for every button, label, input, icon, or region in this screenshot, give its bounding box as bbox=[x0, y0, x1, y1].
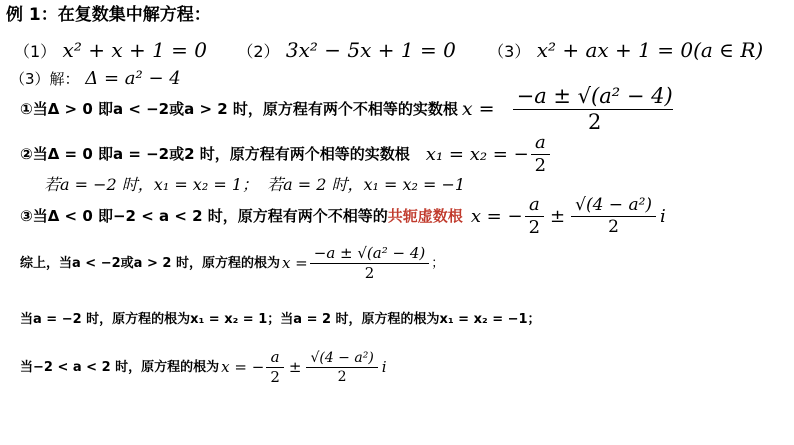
summary-line-2: 当a = −2 时，原方程的根为x₁ = x₂ = 1；当a = 2 时，原方程的根为x₁ = x₂ = −1； bbox=[20, 312, 541, 327]
case-3-fraction-a bbox=[525, 196, 544, 237]
case-3-frac-b-numerator: √(4 − a²) bbox=[575, 195, 653, 215]
case-1-denominator: 2 bbox=[587, 110, 602, 134]
case-3-text: ③当Δ < 0 即−2 < a < 2 时，原方程有两个不相等的 bbox=[20, 207, 388, 225]
summary-1-numerator: −a ± √(a² − 4) bbox=[313, 244, 426, 262]
summary-line-3 bbox=[20, 350, 387, 385]
plus-minus: ± bbox=[550, 205, 566, 227]
case-2-subcase-b: 若a = 2 时，x₁ = x₂ = −1 bbox=[267, 175, 466, 194]
summary-3-fraction-b bbox=[306, 351, 377, 384]
case-3-fraction-b bbox=[571, 197, 656, 236]
case-2-fraction bbox=[531, 134, 550, 175]
imaginary-unit: i bbox=[381, 358, 387, 376]
summary-1-end: ； bbox=[431, 256, 445, 271]
case-3-frac-a-denominator: 2 bbox=[528, 217, 541, 238]
example-title: 例 1：在复数集中解方程： bbox=[6, 5, 211, 25]
summary-1-denominator: 2 bbox=[364, 264, 375, 282]
summary-3-frac-b-numerator: √(4 − a²) bbox=[310, 350, 374, 366]
problems-row bbox=[14, 40, 763, 60]
case-3-frac-a-numerator: a bbox=[528, 194, 540, 215]
problem-2-label: （2） bbox=[237, 42, 280, 61]
case-2-equation: x₁ = x₂ = − bbox=[425, 143, 529, 165]
problem-1-equation: x² + x + 1 = 0 bbox=[62, 38, 207, 62]
case-3-equation: x = − bbox=[470, 205, 523, 227]
case-2-denominator: 2 bbox=[534, 155, 547, 176]
problem-1-label: （1） bbox=[14, 42, 57, 61]
plus-minus: ± bbox=[288, 358, 302, 376]
case-3-frac-b-denominator: 2 bbox=[608, 217, 619, 237]
case-1 bbox=[20, 86, 679, 133]
case-1-root-fraction bbox=[513, 86, 677, 133]
summary-3-equation: x = − bbox=[221, 358, 265, 376]
case-1-text: ①当Δ > 0 即a < −2或a > 2 时，原方程有两个不相等的实数根 bbox=[20, 100, 458, 118]
problem-3-label: （3） bbox=[488, 42, 531, 61]
problem-2-equation: 3x² − 5x + 1 = 0 bbox=[285, 38, 456, 62]
case-2-text: ②当Δ = 0 即a = −2或2 时，原方程有两个相等的实数根 bbox=[20, 145, 410, 163]
imaginary-unit: i bbox=[660, 205, 666, 227]
summary-3-text: 当−2 < a < 2 时，原方程的根为 bbox=[20, 360, 220, 375]
summary-3-fraction-a bbox=[266, 350, 284, 385]
case-2-subcases bbox=[44, 177, 465, 193]
summary-3-frac-b-denominator: 2 bbox=[337, 369, 347, 385]
case-1-numerator: −a ± √(a² − 4) bbox=[516, 84, 673, 108]
problem-3-equation: x² + ax + 1 = 0(a ∈ R) bbox=[536, 38, 764, 62]
case-2-subcase-a: 若a = −2 时，x₁ = x₂ = 1； bbox=[44, 175, 259, 194]
summary-line-1 bbox=[20, 246, 444, 281]
case-2 bbox=[20, 134, 552, 175]
summary-1-fraction bbox=[310, 246, 429, 281]
summary-3-frac-a-numerator: a bbox=[270, 348, 280, 366]
discriminant-expression: Δ = a² − 4 bbox=[85, 68, 181, 89]
case-1-x-equals: x = bbox=[461, 98, 495, 120]
summary-3-frac-a-denominator: 2 bbox=[270, 368, 280, 386]
case-3 bbox=[20, 196, 666, 237]
summary-1-x-equals: x = bbox=[281, 254, 308, 272]
solution-label: （3）解： bbox=[10, 70, 80, 88]
summary-1-text: 综上，当a < −2或a > 2 时，原方程的根为 bbox=[20, 256, 280, 271]
case-3-highlight: 共轭虚数根 bbox=[387, 207, 463, 225]
case-2-numerator: a bbox=[535, 132, 546, 153]
